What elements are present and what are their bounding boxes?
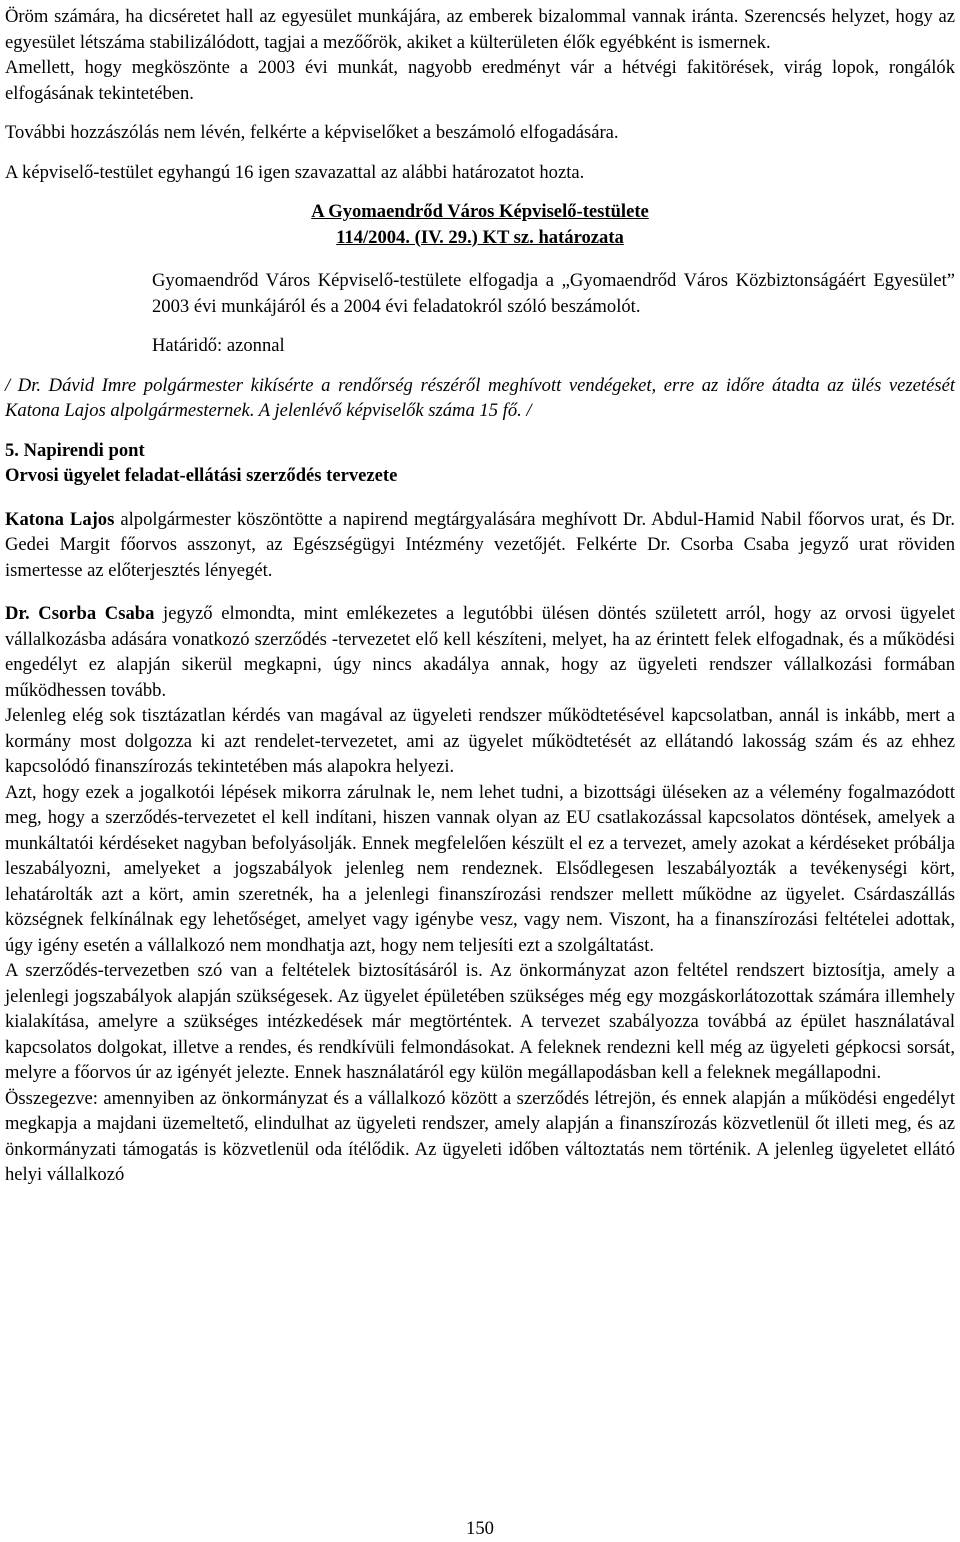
intro-paragraph-4: A képviselő-testület egyhangú 16 igen szavazattal az alábbi határozatot hozta. [5, 161, 585, 183]
resolution-heading-line-2: 114/2004. (IV. 29.) KT sz. határozata [336, 226, 624, 248]
page-number: 150 [466, 1518, 494, 1539]
resolution-heading [5, 199, 955, 250]
csorba-text-1: jegyző elmondta, mint emlékezetes a legutóbbi ülésen döntés született arról, hogy az orvosi ügyelet vállalkozásba adására vonatkozó szerződés -tervezetet elő kell készíteni, melyet, ha az érintett felek elfogadnak, és a működési engedélyt ez alapján sikerül megkapni, úgy nincs akadálya annak, hogy az ügyeleti rendszer vállalkozási formában működhessen tovább. [5, 603, 956, 701]
resolution-deadline: Határidő: azonnal [152, 335, 285, 356]
csorba-paragraph-5: Összegezve: amennyiben az önkormányzat és a vállalkozó között a szerződés létrejön, és ennek alapján a működési engedélyt megkapja a majdani üzemeltető, elindulhat az ügyeleti rendszer, amely alapján a finanszírozás közvetlenül őt illeti meg, és az önkormányzati támogatás is közvetlenül oda ítélődik. Az ügyeleti időben változtatás nem történik. A jelenleg ügyeletet ellátó helyi vállalkozó [5, 1087, 955, 1185]
intro-paragraph-2: Amellett, hogy megköszönte a 2003 évi munkát, nagyobb eredményt vár a hétvégi fakitörések, virág lopok, rongálók elfogásának tekintetében. [5, 57, 955, 104]
document-page [5, 4, 955, 1188]
resolution-body: Gyomaendrőd Város Képviselő-testülete elfogadja a „Gyomaendrőd Város Közbiztonságáért Egyesület” 2003 évi munkájáról és a 2004 évi feladatokról szóló beszámolót. [152, 270, 955, 317]
agenda-number: 5. Napirendi pont [5, 439, 145, 461]
session-note: / Dr. Dávid Imre polgármester kikísérte a rendőrség részéről meghívott vendégeket, erre az időre átadta az ülés vezetését Katona Lajos alpolgármesternek. A jelenlévő képviselők száma 15 fő. / [5, 374, 955, 421]
intro-paragraph-3: További hozzászólás nem lévén, felkérte a képviselőket a beszámoló elfogadására. [5, 122, 619, 143]
katona-text: alpolgármester köszöntötte a napirend megtárgyalására meghívott Dr. Abdul-Hamid Nabil főorvos urat, és Dr. Gedei Margit főorvos asszonyt, az Egészségügyi Intézmény vezetőjét. Felkérte Dr. Csorba Csaba jegyző urat röviden ismertesse az előterjesztés lényegét. [5, 508, 955, 581]
resolution-heading-line-1: A Gyomaendrőd Város Képviselő-testülete [311, 201, 649, 222]
speaker-name-katona: Katona Lajos [5, 508, 115, 530]
speaker-name-csorba: Dr. Csorba Csaba [5, 603, 155, 624]
agenda-title: Orvosi ügyelet feladat-ellátási szerződés tervezete [5, 465, 398, 486]
katona-paragraph [5, 507, 955, 584]
csorba-paragraph-3: Azt, hogy ezek a jogalkotói lépések mikorra zárulnak le, nem lehet tudni, a bizottsági üléseken az a vélemény fogalmazódott meg, hogy a szerződés-tervezetet el kell indítani, hiszen vannak olyan az EU csatlakozással kapcsolatos döntések, amelyek a munkáltatói kérdéseket nagyban befolyásolják. Ennek megfelelően készült el ez a tervezet, amely azokat a kérdéseket próbálja leszabályozni, amelyeket a jogszabályok jelenleg nem rendeznek. Elsődlegesen leszabályozták a tevékenységi kört, lehatárolták azt a kört, amin szeretnék, ha a jelenlegi finanszírozási rendszer mellett működne az ügyelet. Csárdaszállás községnek felkínálnak egy lehetőséget, amelyet vagy igénybe vesz, vagy nem. Viszont, ha a finanszírozási feltételei adottak, úgy igény esetén a vállalkozó nem mondhatja azt, hogy nem teljesíti ezt a szolgáltatást. [5, 781, 955, 956]
csorba-paragraph-1 [5, 601, 955, 703]
csorba-paragraph-2: Jelenleg elég sok tisztázatlan kérdés van magával az ügyeleti rendszer működtetésével kapcsolatban, annál is inkább, mert a kormány most dolgozza ki azt rendelet-tervezetet, ami az ügyelet működtetését az ellátandó lakosság szám és az ehhez kapcsolódó finanszírozás tekintetében más alapokra helyezi. [5, 705, 955, 777]
csorba-paragraph-4: A szerződés-tervezetben szó van a feltételek biztosításáról is. Az önkormányzat azon feltétel rendszert biztosítja, amely a jelenlegi jogszabályok alapján szükségesek. Az ügyelet épületében szükséges még egy mozgáskorlátozottak számára illemhely kialakítása, amelyre a szükséges intézkedések már megtörténtek. A tervezet szabályozza továbbá az épület használatával kapcsolatos dolgokat, illetve a rendes, és rendkívüli felmondásokat. A feleknek rendezni kell még az ügyeleti gépkocsi sorsát, melyre a főorvos úr az igényét jelezte. Ennek használatáról egy külön megállapodásban kell a feleknek megállapodni. [5, 960, 955, 1083]
intro-paragraph-1: Öröm számára, ha dicséretet hall az egyesület munkájára, az emberek bizalommal vannak iránta. Szerencsés helyzet, hogy az egyesület létszáma stabilizálódott, tagjai a mezőőrök, akiket a külterületen élők egyébként is ismernek. [5, 6, 955, 53]
